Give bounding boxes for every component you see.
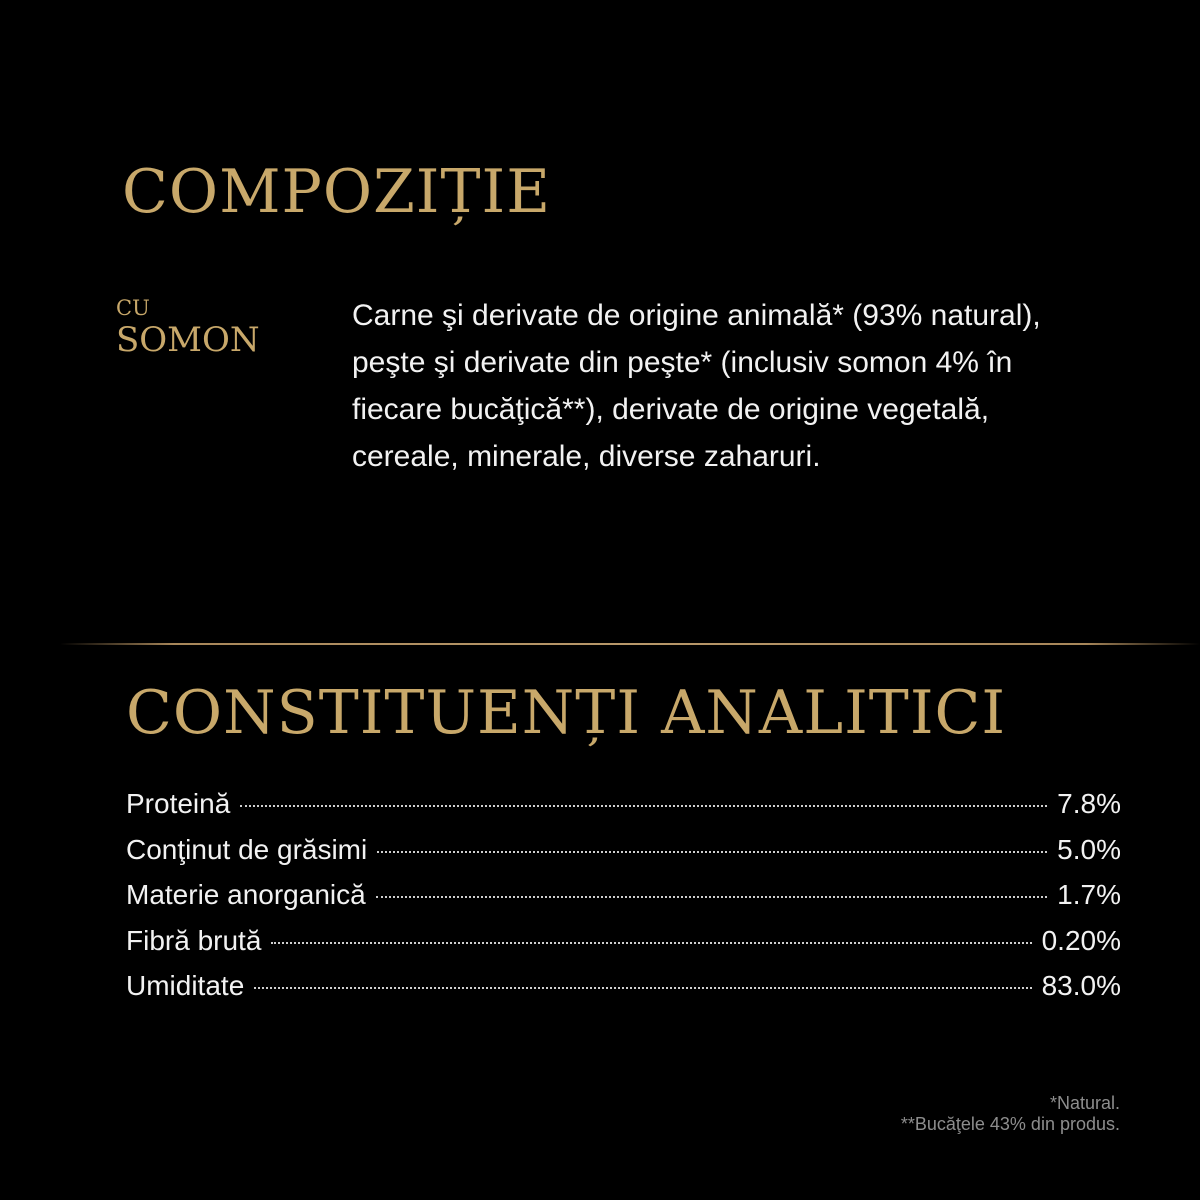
variant-label-line2: SOMON — [116, 320, 260, 360]
analytics-row-ash — [126, 879, 1121, 925]
analytics-row-fibre — [126, 925, 1121, 971]
dot-leader — [377, 851, 1047, 853]
dot-leader — [254, 987, 1031, 989]
dot-leader — [240, 805, 1047, 807]
variant-label-line1: CU — [116, 296, 150, 320]
composition-title: COMPOZIȚIE — [122, 157, 552, 227]
analytics-label: Conţinut de grăsimi — [126, 833, 368, 865]
analytics-row-fat — [126, 834, 1121, 880]
dot-leader — [376, 896, 1047, 898]
footnotes — [901, 1093, 1120, 1135]
footnote-natural: *Natural. — [1049, 1093, 1120, 1113]
analytics-label: Umiditate — [126, 970, 245, 1001]
analytics-list — [126, 788, 1121, 1016]
analytics-value: 5.0% — [1057, 833, 1121, 865]
analytics-value: 83.0% — [1041, 970, 1121, 1001]
footnote-pieces: **Bucăţele 43% din produs. — [900, 1114, 1120, 1134]
analytics-value: 1.7% — [1057, 879, 1121, 910]
composition-text: Carne şi derivate de origine animală* (93% natural), peşte şi derivate din peşte* (inclusiv somon 4% în fiecare bucăţică**), derivate de origine vegetală, cereale, minerale, diverse zaharuri. — [352, 299, 1041, 473]
analytics-title: CONSTITUENȚI ANALITICI — [126, 678, 1007, 748]
analytics-value: 7.8% — [1057, 788, 1121, 819]
analytics-row-protein — [126, 788, 1121, 834]
section-divider — [60, 643, 1200, 645]
variant-label — [116, 296, 260, 360]
analytics-label: Fibră brută — [126, 924, 262, 956]
dot-leader — [271, 942, 1031, 944]
analytics-label: Proteină — [126, 788, 231, 819]
analytics-row-moisture — [126, 970, 1121, 1016]
analytics-label: Materie anorganică — [126, 879, 366, 910]
analytics-value: 0.20% — [1041, 924, 1121, 956]
